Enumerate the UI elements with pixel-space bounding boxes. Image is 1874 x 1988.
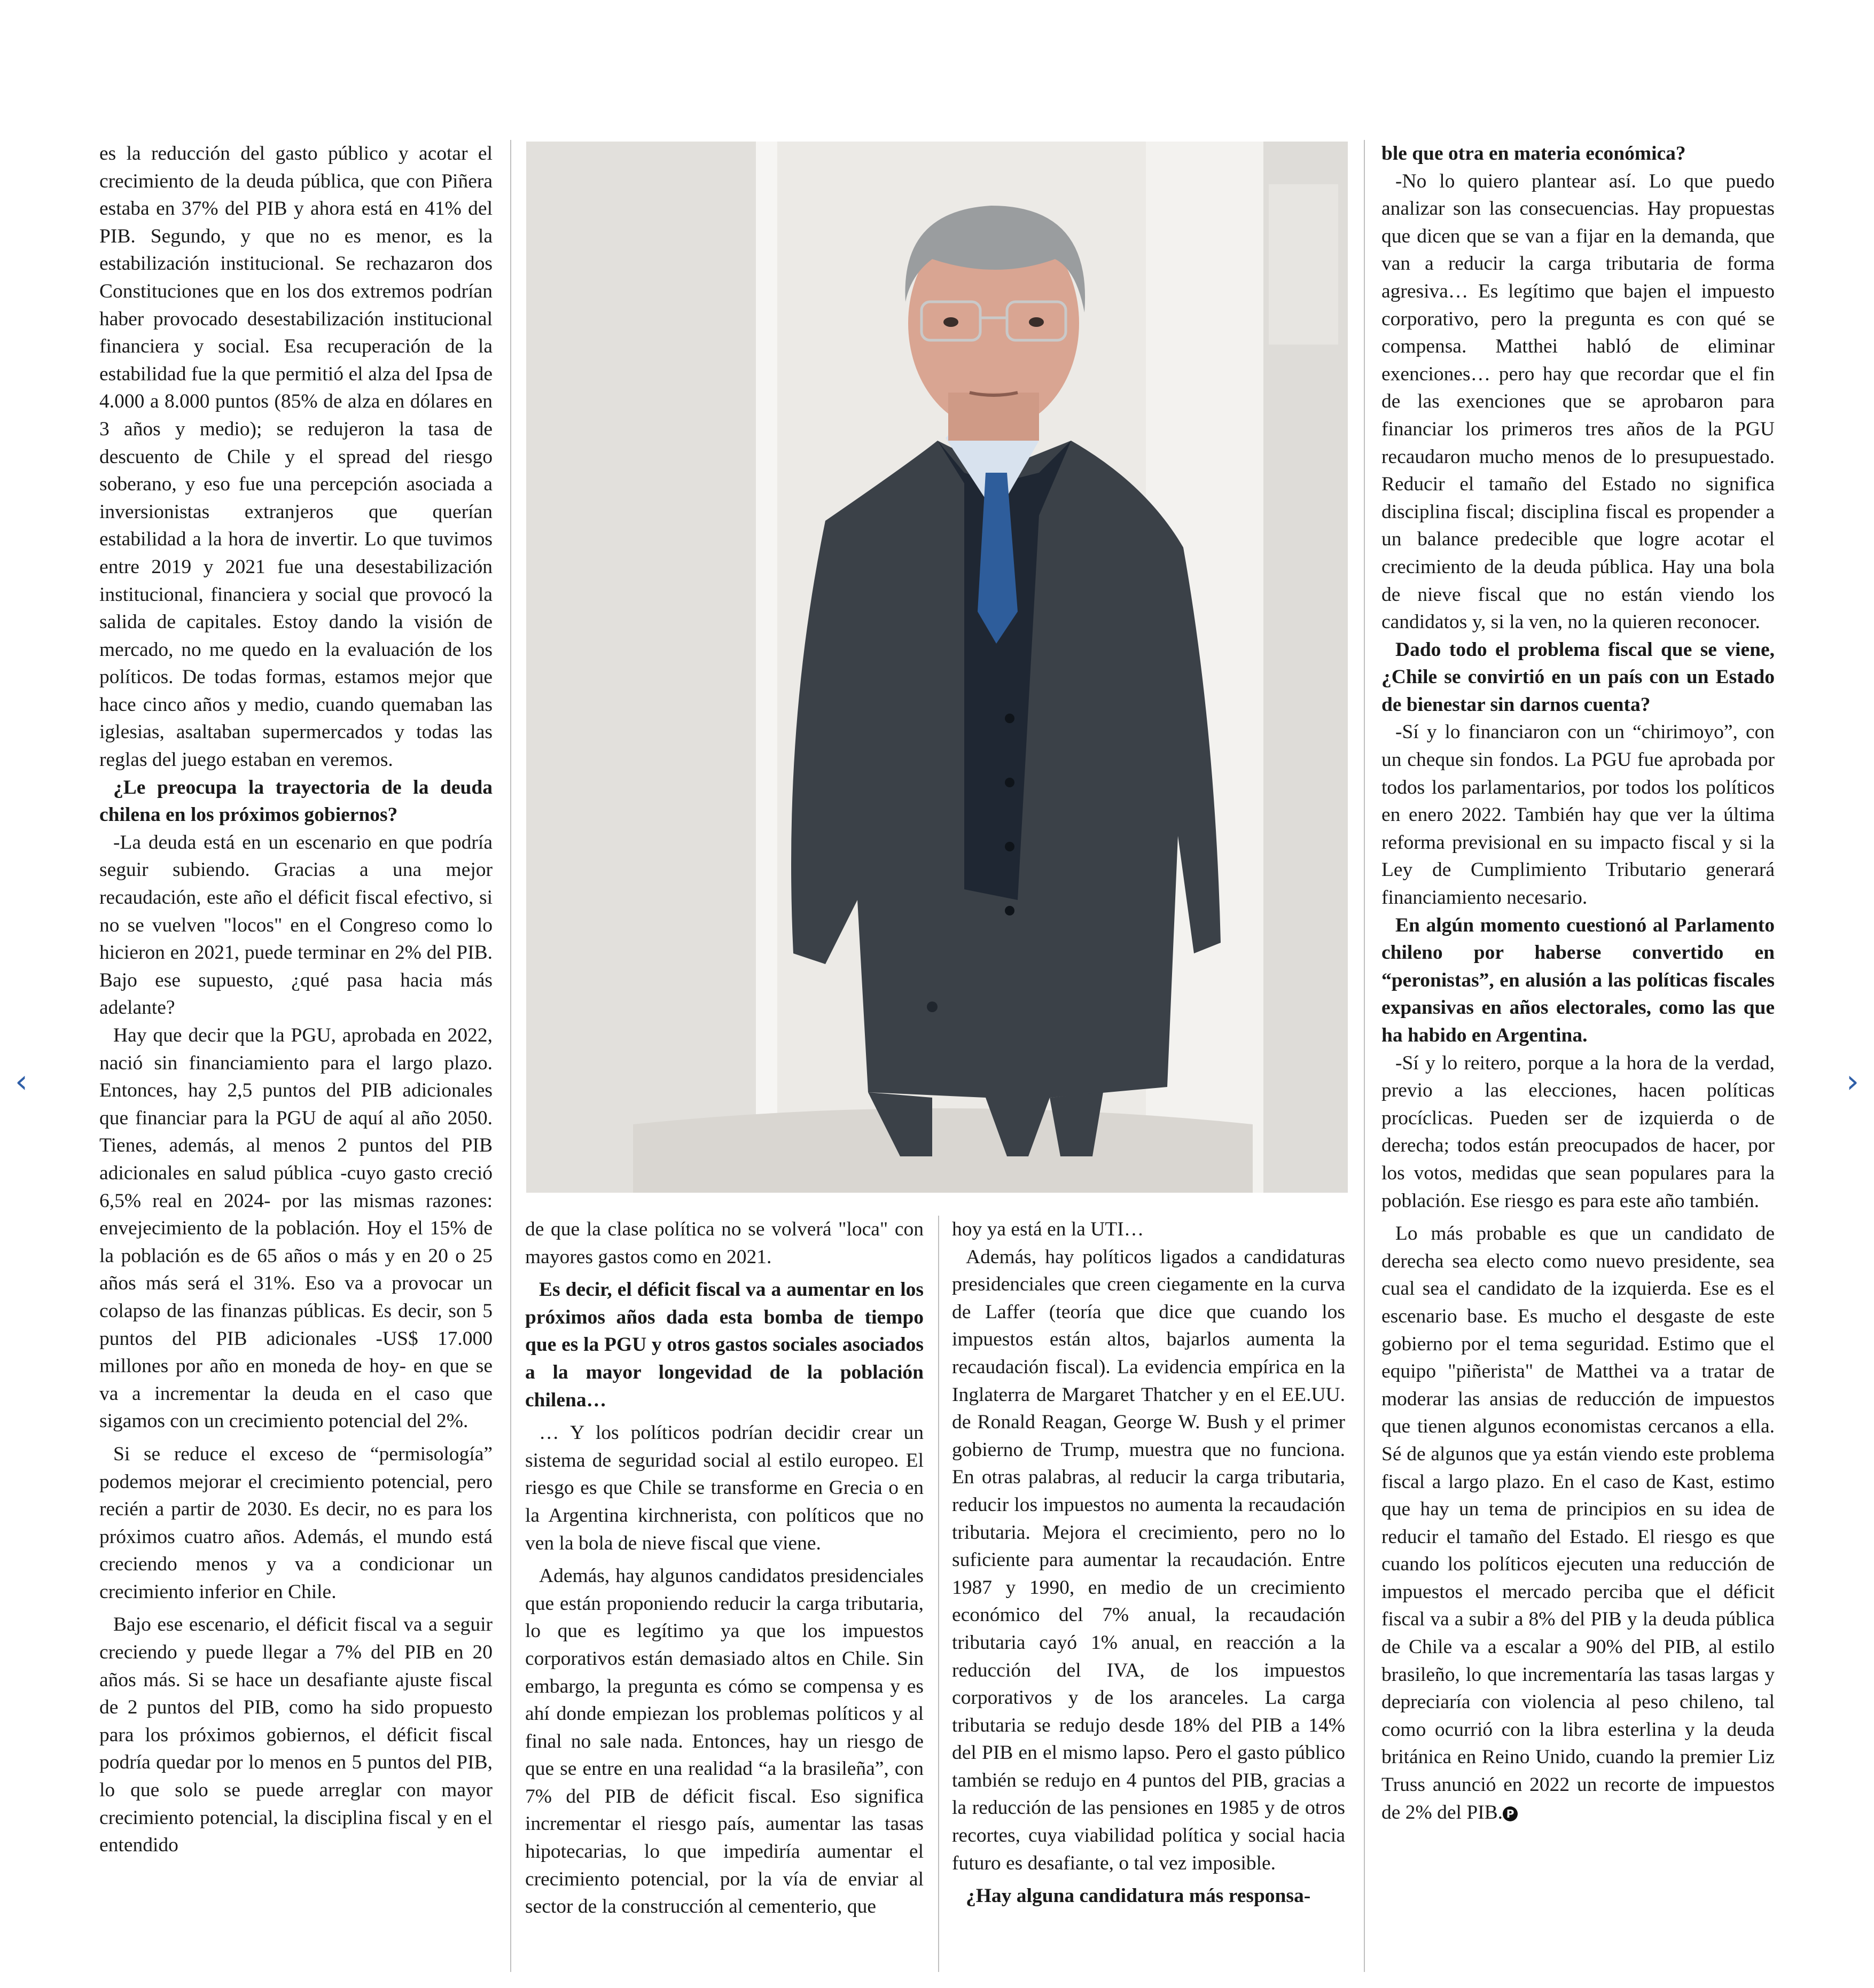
article-column-2 — [525, 1216, 924, 1972]
interview-question: En algún momento cuestionó al Parlamento chileno por haberse convertido en “peronistas”, en alusión a las políticas fiscales expansivas en años electorales, como las que ha habido en Argentina. — [1381, 914, 1775, 1046]
next-page-button[interactable] — [1837, 1063, 1869, 1100]
closing-paragraph-text: Lo más probable es que un candidato de derecha sea electo como nuevo presidente, sea cual sea el candidato de la izquierda. Ese es el escenario base. Es mucho el desgaste de este gobierno por el tema seguridad. Estimo que el equipo "piñerista" de Matthei va a tratar de moderar las ansias de reducción de impuestos que tienen algunos economistas cercanos a ella. Sé de algunos que ya están viendo este problema fiscal a largo plazo. En el caso de Kast, estimo que hay un tema de principios en su idea de reducir el tamaño del Estado. El riesgo es que cuando los políticos ejecuten una reducción de impuestos el mercado perciba que el déficit fiscal va a subir a 8% del PIB y la deuda pública de Chile va a escalar a 90% del PIB, al estilo brasileño, lo que incrementaría las tasas largas y depreciaría con violencia al peso chileno, tal como ocurrió con la libra esterlina y la deuda británica en Reino Unido, cuando la premier Liz Truss anunció en 2022 un recorte de impuestos de 2% del PIB. — [1381, 1223, 1775, 1823]
interviewee-photo — [526, 142, 1348, 1193]
paragraph: -Sí y lo financiaron con un “chirimoyo”, con un cheque sin fondos. La PGU fue aprobada por todos los parlamentarios, por todos los políticos en enero 2022. También hay que ver la última reforma previsional en su impacto fiscal y si la Ley de Cumplimiento Tributario generará financiamiento necesario. — [1381, 721, 1775, 909]
paragraph: Si se reduce el exceso de “permisología” podemos mejorar el crecimiento potencial, pero recién a partir de 2030. Es decir, no es para los próximos cuatro años. Además, el mundo está creciendo menos y va a condicionar un crecimiento inferior en Chile. — [99, 1443, 493, 1603]
interview-question: ¿Hay alguna candidatura más responsa- — [966, 1885, 1311, 1907]
article-column-4 — [1381, 140, 1775, 1972]
chevron-right-icon: › — [1846, 1063, 1859, 1100]
paragraph: … Y los políticos podrían decidir crear un sistema de seguridad social al estilo europeo. El riesgo es que Chile se transforme en Grecia o en la Argentina kirchnerista, con políticos que no ven la bola de nieve fiscal que viene. — [525, 1422, 924, 1554]
article-column-1 — [99, 140, 493, 1972]
paragraph: Hay que decir que la PGU, aprobada en 2022, nació sin financiamiento para el largo plazo. Entonces, hay 2,5 puntos del PIB adicionales que financiar para la PGU de aquí al año 2050. Tienes, además, al menos 2 puntos del PIB adicionales en salud pública -cuyo gasto creció 6,5% real en 2024- por las mismas razones: envejecimiento de la población. Hoy el 15% de la población es de 65 años o más y en 20 o 25 años más será el 31%. Eso va a provocar un colapso de las finanzas públicas. Es decir, son 5 puntos del PIB adicionales -US$ 17.000 millones por año en moneda de hoy- en que se va a incrementar la deuda en el caso que sigamos con un crecimiento potencial del 2%. — [99, 1024, 493, 1433]
paragraph: Además, hay políticos ligados a candidaturas presidenciales que creen ciegamente en la curva de Laffer (teoría que dice que cuando los impuestos están altos, bajarlos aumenta la recaudación fiscal). La evidencia empírica en la Inglaterra de Margaret Thatcher y en el EE.UU. de Ronald Reagan, George W. Bush y el primer gobierno de Trump, muestra que no funciona. En otras palabras, al reducir la carga tributaria, reducir los impuestos no aumenta la recaudación tributaria. Mejora el crecimiento, pero no lo suficiente para aumentar la recaudación. Entre 1987 y 1990, en medio de un crecimiento económico del 7% anual, la recaudación tributaria cayó 1% anual, en reacción a la reducción del IVA, de los impuestos corporativos y de los aranceles. La carga tributaria se redujo desde 18% del PIB a 14% del PIB en el mismo lapso. Pero el gasto público también se redujo en 4 puntos del PIB, gracias a la reducción de las pensiones en 1985 y de otros recortes, cuya viabilidad política y social hacia futuro es desafiante, o tal vez imposible. — [952, 1246, 1345, 1874]
interview-question: ¿Le preocupa la trayectoria de la deuda chilena en los próximos gobiernos? — [99, 776, 493, 826]
chevron-left-icon: ‹ — [15, 1063, 28, 1100]
paragraph: -Sí y lo reitero, porque a la hora de la verdad, previo a las elecciones, hacen políticas procíclicas. Pueden ser de izquierda o de derecha; todos están preocupados de hacer, por los votos, medidas que sean populares para la población. Ese riesgo es para este año también. — [1381, 1052, 1775, 1212]
paragraph: -La deuda está en un escenario en que podría seguir subiendo. Gracias a una mejor recaudación, este año el déficit fiscal efectivo, si no se vuelven "locos" en el Congreso como lo hicieron en 2021, puede terminar en 2% del PIB. Bajo ese supuesto, ¿qué pasa hacia más adelante? — [99, 831, 493, 1019]
paragraph — [1381, 1220, 1775, 1826]
article-column-3 — [952, 1216, 1345, 1972]
previous-page-button[interactable] — [5, 1063, 37, 1100]
column-rule — [510, 140, 511, 1972]
end-of-article-icon: P — [1503, 1806, 1518, 1821]
interview-question: Es decir, el déficit fiscal va a aumentar en los próximos años dada esta bomba de tiempo que es la PGU y otros gastos sociales asociados a la mayor longevidad de la población chilena… — [525, 1279, 924, 1411]
paragraph: es la reducción del gasto público y acotar el crecimiento de la deuda pública, que con Piñera estaba en 37% del PIB y ahora está en 41% del PIB. Segundo, y que no es menor, es la estabilización institucional. Se rechazaron dos Constituciones que en los dos extremos podrían haber provocado desestabilización institucional financiera y social. Esa recuperación de la estabilidad fue la que permitió el alza del Ipsa de 4.000 a 8.000 puntos (85% de alza en dólares en 3 años y medio); se redujeron la tasa de descuento de Chile y el spread del riesgo soberano, y eso fue una percepción asociada a inversionistas extranjeros que querían estabilidad a la hora de invertir. Lo que tuvimos entre 2019 y 2021 fue una desestabilización institucional, financiera y social que provocó la salida de capitales. Estoy dando la visión de mercado, no me quedo en la evaluación de los políticos. De todas formas, estamos mejor que hace cinco años y medio, cuando quemaban las iglesias, asaltaban supermercados y todas las reglas del juego estaban en veremos. — [99, 143, 493, 771]
paragraph: hoy ya está en la UTI… — [952, 1218, 1144, 1240]
interview-question: Dado todo el problema fiscal que se viene, ¿Chile se convirtió en un país con un Estado de bienestar sin darnos cuenta? — [1381, 638, 1775, 716]
interview-question: ble que otra en materia económica? — [1381, 143, 1686, 165]
paragraph: Además, hay algunos candidatos presidenciales que están proponiendo reducir la carga tributaria, lo que es legítimo ya que los impuestos corporativos están demasiado altos en Chile. Sin embargo, la pregunta es cómo se compensa y es ahí donde empiezan los problemas políticos y al final no sale nada. Entonces, hay un riesgo de que se entre en una realidad “a la brasileña”, con 7% del PIB de déficit fiscal. Eso significa incrementar el riesgo país, aumentar las tasas hipotecarias, lo que impediría aumentar el crecimiento potencial, por la vía de enviar al sector de la construcción al cementerio, que — [525, 1565, 924, 1918]
column-rule — [1364, 140, 1365, 1972]
paragraph: de que la clase política no se volverá "loca" con mayores gastos como en 2021. — [525, 1218, 924, 1268]
column-rule — [938, 1216, 939, 1972]
portrait-illustration — [526, 142, 1348, 1193]
paragraph: -No lo quiero plantear así. Lo que puedo analizar son las consecuencias. Hay propuestas que dicen que se van a fijar en la demanda, que van a reducir la carga tributaria de forma agresiva… Es legítimo que bajen el impuesto corporativo, pero la pregunta es con qué se compensa. Matthei habló de eliminar exenciones… pero hay que recordar que el fin de las exenciones que se aprobaron para financiar los primeros tres años de la PGU recaudaron mucho menos de lo presupuestado. Reducir el tamaño del Estado no significa disciplina fiscal; disciplina fiscal es propender a un balance predecible que logre acotar el crecimiento de la deuda pública. Hay una bola de nieve fiscal que no están viendo los candidatos y, si la ven, no la quieren reconocer. — [1381, 170, 1775, 633]
paragraph: Bajo ese escenario, el déficit fiscal va a seguir creciendo y puede llegar a 7% del PIB en 20 años más. Si se hace un desafiante ajuste fiscal de 2 puntos del PIB, como ha sido propuesto para los próximos gobiernos, el déficit fiscal podría quedar por lo menos en 5 puntos del PIB, lo que solo se puede arreglar con mayor crecimiento potencial, la disciplina fiscal y en el entendido — [99, 1614, 493, 1857]
